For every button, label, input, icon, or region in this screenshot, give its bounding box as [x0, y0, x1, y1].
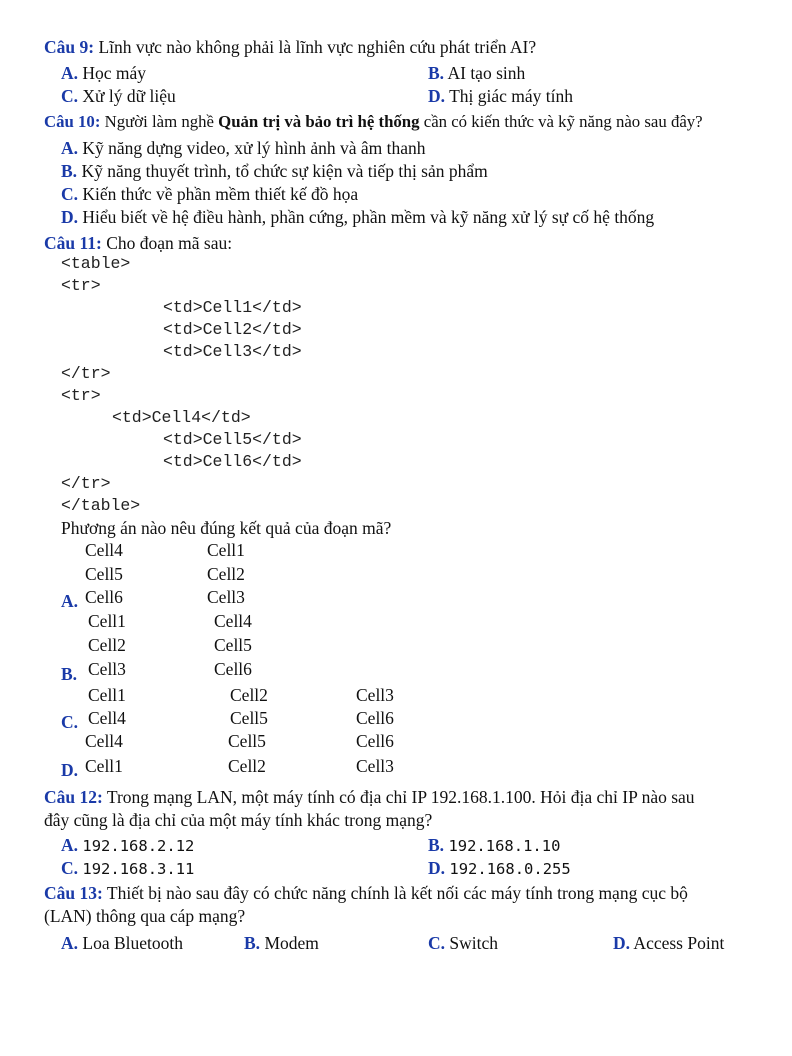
- table-cell: Cell4: [214, 611, 252, 631]
- table-cell: Cell2: [228, 756, 266, 776]
- q10-stem: Câu 10: Người làm nghề Quản trị và bảo trì hệ thống cần có kiến thức và kỹ năng nào sau đây?: [44, 112, 703, 131]
- q9-option-d[interactable]: D. Thị giác máy tính: [428, 86, 574, 106]
- option-key: A.: [61, 591, 79, 611]
- code-line-td: <td>Cell5</td>: [163, 430, 302, 449]
- q10-label: Câu 10:: [44, 112, 101, 131]
- q11-question: Phương án nào nêu đúng kết quả của đoạn mã?: [61, 518, 392, 538]
- q12-stem-line2: đây cũng là địa chỉ của một máy tính khác trong mạng?: [44, 810, 433, 830]
- code-line-tr-close: </tr>: [61, 474, 111, 493]
- table-cell: Cell5: [230, 708, 268, 728]
- option-key: B.: [61, 664, 78, 684]
- q10-option-a[interactable]: A. Kỹ năng dựng video, xử lý hình ảnh và âm thanh: [61, 138, 426, 158]
- code-line-td: <td>Cell4</td>: [112, 408, 251, 427]
- q9-option-c[interactable]: C. Xử lý dữ liệu: [61, 86, 176, 106]
- option-key: C.: [61, 712, 79, 732]
- table-cell: Cell3: [356, 756, 394, 776]
- table-cell: Cell1: [85, 756, 123, 776]
- q12-label: Câu 12:: [44, 787, 103, 807]
- q13-option-b[interactable]: B. Modem: [244, 933, 319, 953]
- code-line-td: <td>Cell6</td>: [163, 452, 302, 471]
- code-line-td: <td>Cell3</td>: [163, 342, 302, 361]
- q10-option-d[interactable]: D. Hiểu biết về hệ điều hành, phần cứng, phần mềm và kỹ năng xử lý sự cố hệ thống: [61, 207, 655, 227]
- table-cell: Cell2: [207, 564, 245, 584]
- q13-option-d[interactable]: D. Access Point: [613, 933, 725, 953]
- q12-option-a[interactable]: A. 192.168.2.12: [61, 835, 195, 855]
- table-cell: Cell4: [88, 708, 126, 728]
- q9-option-b[interactable]: B. AI tạo sinh: [428, 63, 526, 83]
- code-line-tr-open: <tr>: [61, 276, 101, 295]
- q12-option-d[interactable]: D. 192.168.0.255: [428, 858, 571, 878]
- code-line-td: <td>Cell2</td>: [163, 320, 302, 339]
- table-cell: Cell1: [88, 685, 126, 705]
- q10-option-c[interactable]: C. Kiến thức về phần mềm thiết kế đồ họa: [61, 184, 359, 204]
- q11-stem: Câu 11: Cho đoạn mã sau:: [44, 233, 233, 253]
- q12-option-c[interactable]: C. 192.168.3.11: [61, 858, 195, 878]
- q13-label: Câu 13:: [44, 883, 103, 903]
- q12-option-b[interactable]: B. 192.168.1.10: [428, 835, 561, 855]
- q13-stem-line1: Câu 13: Thiết bị nào sau đây có chức năng chính là kết nối các máy tính trong mạng cục bộ: [44, 883, 688, 903]
- table-cell: Cell5: [214, 635, 252, 655]
- table-cell: Cell6: [356, 708, 394, 728]
- q9-option-a[interactable]: A. Học máy: [61, 63, 147, 83]
- table-cell: Cell1: [207, 540, 245, 560]
- q13-option-a[interactable]: A. Loa Bluetooth: [61, 933, 183, 953]
- q13-stem-line2: (LAN) thông qua cáp mạng?: [44, 906, 246, 926]
- q10-option-b[interactable]: B. Kỹ năng thuyết trình, tổ chức sự kiện và tiếp thị sản phẩm: [61, 161, 488, 181]
- q9-label: Câu 9:: [44, 37, 95, 57]
- table-cell: Cell4: [85, 731, 123, 751]
- code-line-td: <td>Cell1</td>: [163, 298, 302, 317]
- table-cell: Cell3: [356, 685, 394, 705]
- table-cell: Cell6: [356, 731, 394, 751]
- option-key: D.: [61, 760, 79, 780]
- table-cell: Cell3: [207, 587, 245, 607]
- q9-text: Lĩnh vực nào không phải là lĩnh vực nghiên cứu phát triển AI?: [94, 37, 537, 57]
- code-line-table-close: </table>: [61, 496, 141, 515]
- q13-option-c[interactable]: C. Switch: [428, 933, 499, 953]
- table-cell: Cell6: [85, 587, 123, 607]
- table-cell: Cell2: [88, 635, 126, 655]
- table-cell: Cell2: [230, 685, 268, 705]
- table-cell: Cell5: [85, 564, 123, 584]
- q9-stem: [44, 36, 536, 58]
- q11-label: Câu 11:: [44, 233, 102, 253]
- code-line-tr-open: <tr>: [61, 386, 101, 405]
- table-cell: Cell4: [85, 540, 123, 560]
- table-cell: Cell1: [88, 611, 126, 631]
- code-line-tr-close: </tr>: [61, 364, 111, 383]
- code-line-table-open: <table>: [61, 254, 131, 273]
- table-cell: Cell5: [228, 731, 266, 751]
- table-cell: Cell6: [214, 659, 252, 679]
- q12-stem-line1: Câu 12: Trong mạng LAN, một máy tính có địa chỉ IP 192.168.1.100. Hỏi địa chỉ IP nào sau: [44, 787, 695, 807]
- table-cell: Cell3: [88, 659, 126, 679]
- q10-bold-term: Quản trị và bảo trì hệ thống: [218, 112, 420, 131]
